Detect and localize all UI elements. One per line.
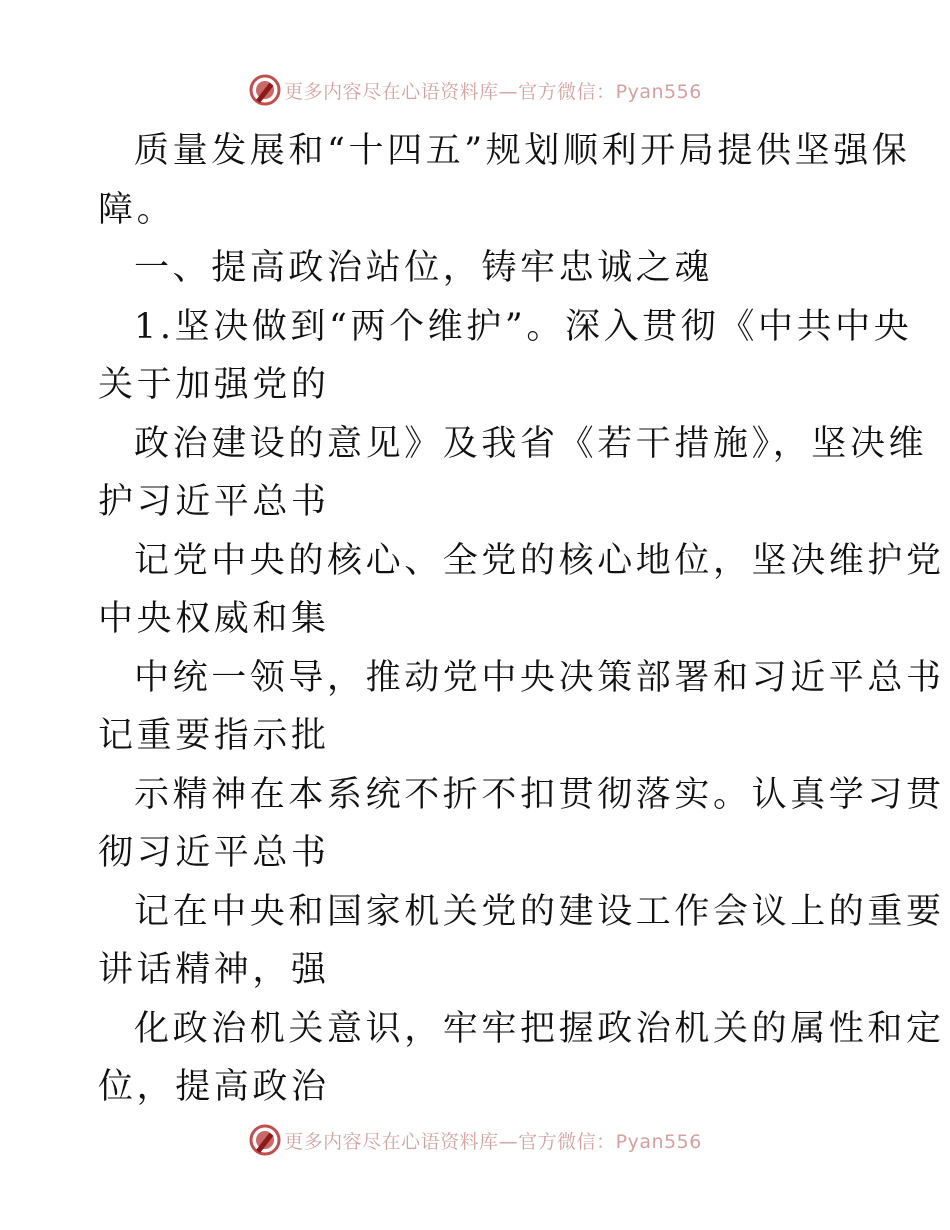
text-line: 记在中央和国家机关党的建设工作会议上的重要: [134, 891, 945, 932]
text-line: 记重要指示批: [98, 716, 330, 756]
text-line: 中统一领导，推动党中央决策部署和习近平总书: [134, 657, 945, 698]
header-watermark: [0, 72, 950, 108]
text-line: 1.坚决做到“两个维护”。深入贯彻《中共中央: [134, 306, 913, 347]
watermark-text: 更多内容尽在心语资料库—官方微信：Pyan556: [284, 1130, 702, 1153]
text-line: 化政治机关意识，牢牢把握政治机关的属性和定: [134, 1008, 945, 1049]
text-line: 彻习近平总书: [98, 833, 330, 873]
footer-watermark: [0, 1122, 950, 1158]
text-line: 讲话精神，强: [98, 950, 330, 990]
pen-logo-icon: [248, 1123, 282, 1157]
text-line: 示精神在本系统不折不扣贯彻落实。认真学习贯: [134, 774, 945, 815]
document-body: [98, 122, 945, 1117]
text-line: 质量发展和“十四五”规划顺利开局提供坚强保: [134, 131, 911, 171]
text-line: 障。: [98, 189, 176, 230]
text-line: 政治建设的意见》及我省《若干措施》，坚决维: [134, 423, 928, 464]
watermark-text: 更多内容尽在心语资料库—官方微信：Pyan556: [284, 80, 702, 103]
pen-logo-icon: [248, 73, 282, 107]
text-line: 记党中央的核心、全党的核心地位，坚决维护党: [134, 540, 945, 581]
text-line: 中央权威和集: [98, 599, 330, 639]
text-line: 位，提高政治: [98, 1067, 330, 1107]
text-line: 护习近平总书: [98, 482, 330, 522]
text-line: 关于加强党的: [98, 365, 330, 405]
text-line: 一、提高政治站位，铸牢忠诚之魂: [134, 248, 714, 288]
